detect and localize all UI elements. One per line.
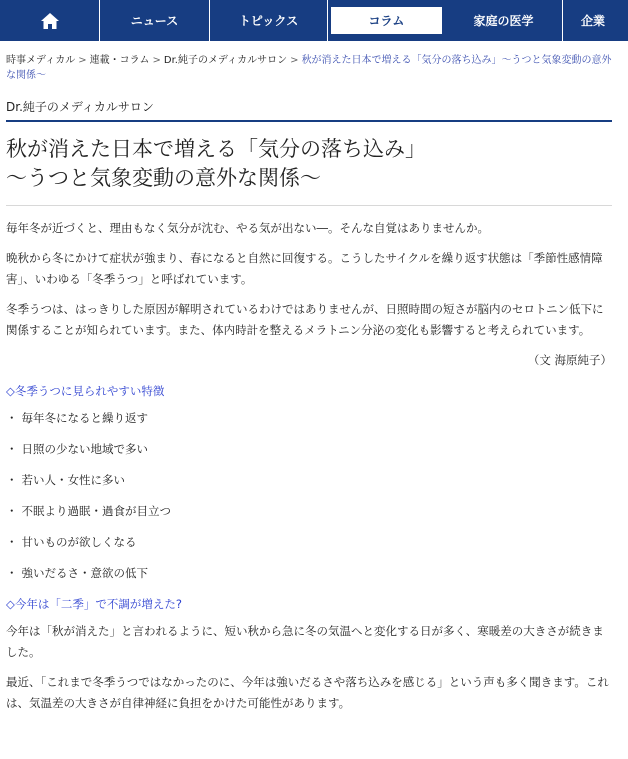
list-item: ・ 毎年冬になると繰り返す xyxy=(6,411,148,425)
nav-column[interactable]: コラム xyxy=(330,6,443,35)
breadcrumb-current: 秋が消えた日本で増える「気分の落ち込み」～うつと気象変動の意外な関係～ xyxy=(6,55,612,81)
article-title xyxy=(6,135,612,206)
list-item: ・ 日照の少ない地域で多い xyxy=(6,442,148,456)
section-heading: ◇今年は「二季」で不調が増えた? xyxy=(6,597,182,611)
nav-company[interactable]: 企業 xyxy=(580,14,605,28)
nav-home[interactable] xyxy=(0,0,100,41)
paragraph: 晩秋から冬にかけて症状が強まり、春になると自然に回復する。こうしたサイクルを繰り返す状態は「季節性感情障害」、いわゆる「冬季うつ」と呼ばれています。 xyxy=(6,251,603,286)
nav-topics[interactable]: トピックス xyxy=(210,0,328,41)
nav-news[interactable]: ニュース xyxy=(100,0,210,41)
list-item: ・ 不眠より過眠・過食が目立つ xyxy=(6,504,171,518)
breadcrumb-column[interactable]: 連載・コラム xyxy=(89,55,150,66)
breadcrumb-series[interactable]: Dr.純子のメディカルサロン xyxy=(163,55,288,66)
paragraph: 毎年冬が近づくと、理由もなく気分が沈む、やる気が出ない―。そんな自覚はありませんか。 xyxy=(6,221,489,235)
nav-home-medicine[interactable]: 家庭の医学 xyxy=(445,0,563,41)
home-icon xyxy=(40,12,60,30)
list-item: ・ 強いだるさ・意欲の低下 xyxy=(6,566,148,580)
list-item: ・ 若い人・女性に多い xyxy=(6,473,125,487)
series-title[interactable]: Dr.純子のメディカルサロン xyxy=(6,98,612,122)
list-item: ・ 甘いものが欲しくなる xyxy=(6,535,137,549)
breadcrumb: 時事メディカル > 連載・コラム > Dr.純子のメディカルサロン > 秋が消えた日本で増える「気分の落ち込み」～うつと気象変動の意外な関係～ xyxy=(6,55,612,81)
paragraph: 冬季うつは、はっきりした原因が解明されているわけではありませんが、日照時間の短さが脳内のセロトニン低下に関係することが知られています。また、体内時計を整えるメラトニン分泌の変化も影響すると考えられています。 xyxy=(6,302,604,337)
section-heading: ◇冬季うつに見られやすい特徴 xyxy=(6,384,165,398)
article-title-line2: ～うつと気象変動の意外な関係～ xyxy=(6,166,321,190)
top-nav xyxy=(0,0,628,41)
breadcrumb-medical[interactable]: 時事メディカル xyxy=(6,55,76,66)
article-body xyxy=(6,218,612,723)
paragraph: 最近、「これまで冬季うつではなかったのに、今年は強いだるさや落ち込みを感じる」という声も多く聞きます。これは、気温差の大きさが自律神経に負担をかけた可能性があります。 xyxy=(6,675,609,710)
article-title-line1: 秋が消えた日本で増える「気分の落ち込み」 xyxy=(6,137,426,161)
author-credit: （文 海原純子） xyxy=(527,353,612,367)
paragraph: 今年は「秋が消えた」と言われるように、短い秋から急に冬の気温へと変化する日が多く、寒暖差の大きさが続きました。 xyxy=(6,624,604,659)
